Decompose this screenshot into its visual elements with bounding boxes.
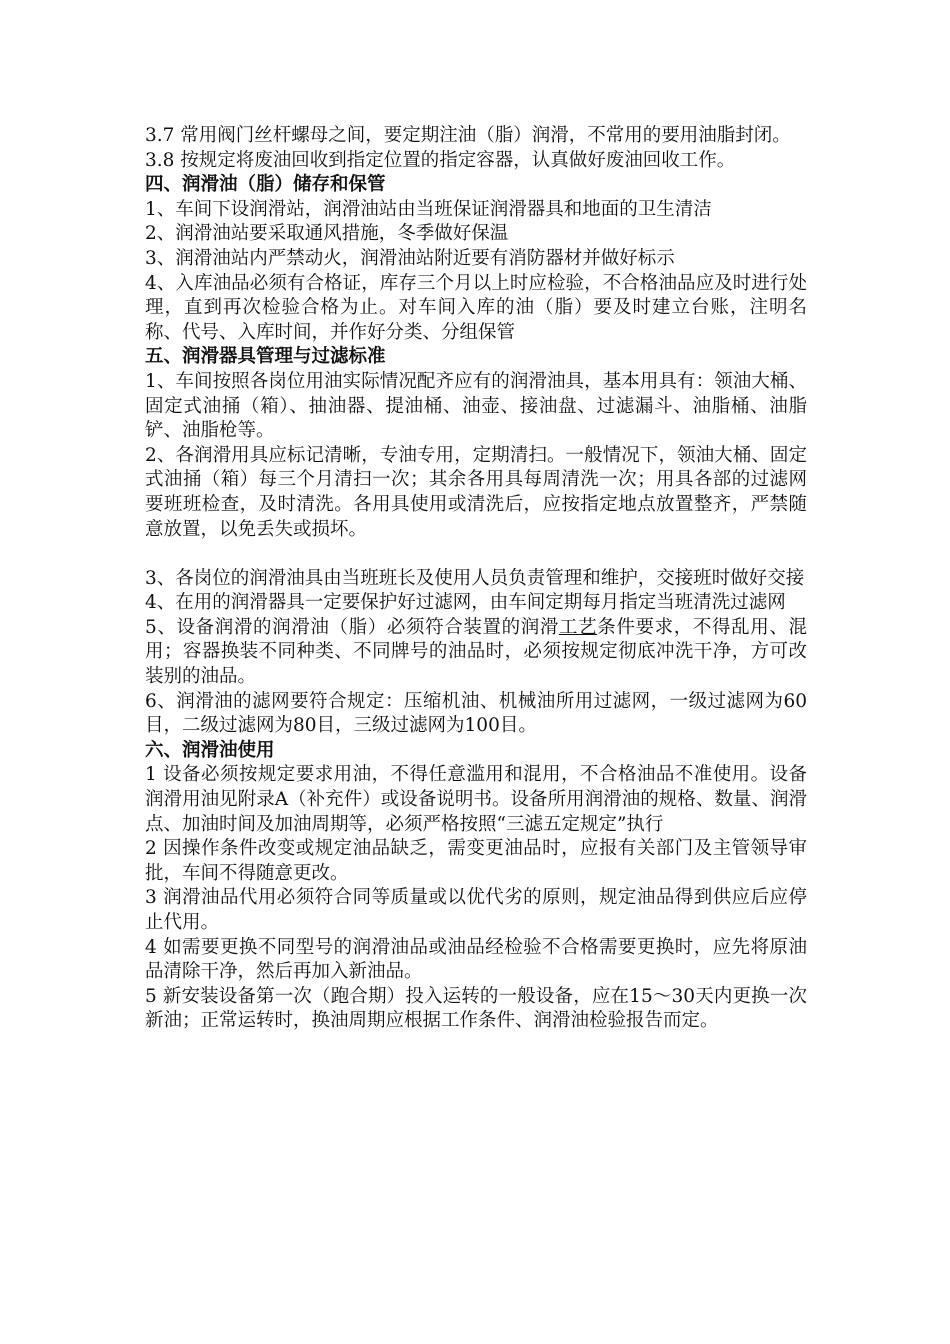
paragraph-3-8: 3.8 按规定将废油回收到指定位置的指定容器，认真做好废油回收工作。 xyxy=(145,149,736,171)
process-link[interactable]: 工艺 xyxy=(558,616,598,638)
section-6-item-2: 2 因操作条件改变或规定油品缺乏，需变更油品时，应报有关部门及主管领导审批，车间不得随意更改。 xyxy=(145,838,807,884)
section-5-item-6: 6、润滑油的滤网要符合规定：压缩机油、机械油所用过滤网，一级过滤网为60目，二级过滤网为80目，三级过滤网为100目。 xyxy=(145,690,807,737)
paragraph-3-7: 3.7 常用阀门丝杆螺母之间，要定期注油（脂）润滑，不常用的要用油脂封闭。 xyxy=(145,125,791,146)
section-heading-4: 四、润滑油（脂）储存和保管 xyxy=(145,174,386,196)
section-6-item-5: 5 新安装设备第一次（跑合期）投入运转的一般设备，应在15～30天内更换一次新油；正常运转时，换油周期应根据工作条件、润滑油检验报告而定。 xyxy=(145,985,807,1032)
section-5-item-5 xyxy=(145,616,807,690)
section-5-item-1: 1、车间按照各岗位用油实际情况配齐应有的润滑油具，基本用具有：领油大桶、固定式油捅（箱）、抽油器、提油桶、油壶、接油盘、过滤漏斗、油脂桶、油脂铲、油脂枪等。 xyxy=(145,370,807,442)
section-5-item-5-text-b: 条件要求，不得乱用、混用；容器换装不同种类、不同牌号的油品时，必须按规定彻底冲洗干净，方可改装别的油品。 xyxy=(145,616,807,688)
section-4-item-2: 2、润滑油站要采取通风措施，冬季做好保温 xyxy=(145,223,509,245)
document-body xyxy=(145,124,807,1034)
section-5-item-4: 4、在用的润滑器具一定要保护好过滤网，由车间定期每月指定当班清洗过滤网 xyxy=(145,592,786,614)
section-5-item-5-text-a: 5、设备润滑的润滑油（脂）必须符合装置的润滑 xyxy=(145,616,559,638)
blank-line xyxy=(145,542,807,567)
section-4-item-4: 4、入库油品必须有合格证，库存三个月以上时应检验，不合格油品应及时进行处理，直到再次检验合格为止。对车间入库的油（脂）要及时建立台账，注明名称、代号、入库时间，并作好分类、分组保管 xyxy=(145,272,807,343)
section-6-item-3: 3 润滑油品代用必须符合同等质量或以优代劣的原则，规定油品得到供应后应停止代用。 xyxy=(145,887,807,933)
section-4-item-1: 1、车间下设润滑站，润滑油站由当班保证润滑器具和地面的卫生清洁 xyxy=(145,198,712,220)
section-heading-5: 五、润滑器具管理与过滤标准 xyxy=(145,346,386,368)
section-4-item-3: 3、润滑油站内严禁动火，润滑油站附近要有消防器材并做好标示 xyxy=(145,247,675,269)
section-5-item-3: 3、各岗位的润滑油具由当班班长及使用人员负责管理和维护，交接班时做好交接 xyxy=(145,567,805,589)
section-heading-6: 六、润滑油使用 xyxy=(145,739,275,761)
section-6-item-1: 1 设备必须按规定要求用油，不得任意滥用和混用，不合格油品不准使用。设备润滑用油见附录A（补充件）或设备说明书。设备所用润滑油的规格、数量、润滑点、加油时间及加油周期等，必须严格按照“三滤五定规定”执行 xyxy=(145,764,807,835)
section-5-item-2: 2、各润滑用具应标记清晰，专油专用，定期清扫。一般情况下，领油大桶、固定式油捅（箱）每三个月清扫一次；其余各用具每周清洗一次；用具各部的过滤网要班班检查，及时清洗。各用具使用或清洗后，应按指定地点放置整齐，严禁随意放置，以免丢失或损坏。 xyxy=(145,444,807,540)
section-6-item-4: 4 如需要更换不同型号的润滑油品或油品经检验不合格需要更换时，应先将原油品清除干净，然后再加入新油品。 xyxy=(145,936,807,983)
